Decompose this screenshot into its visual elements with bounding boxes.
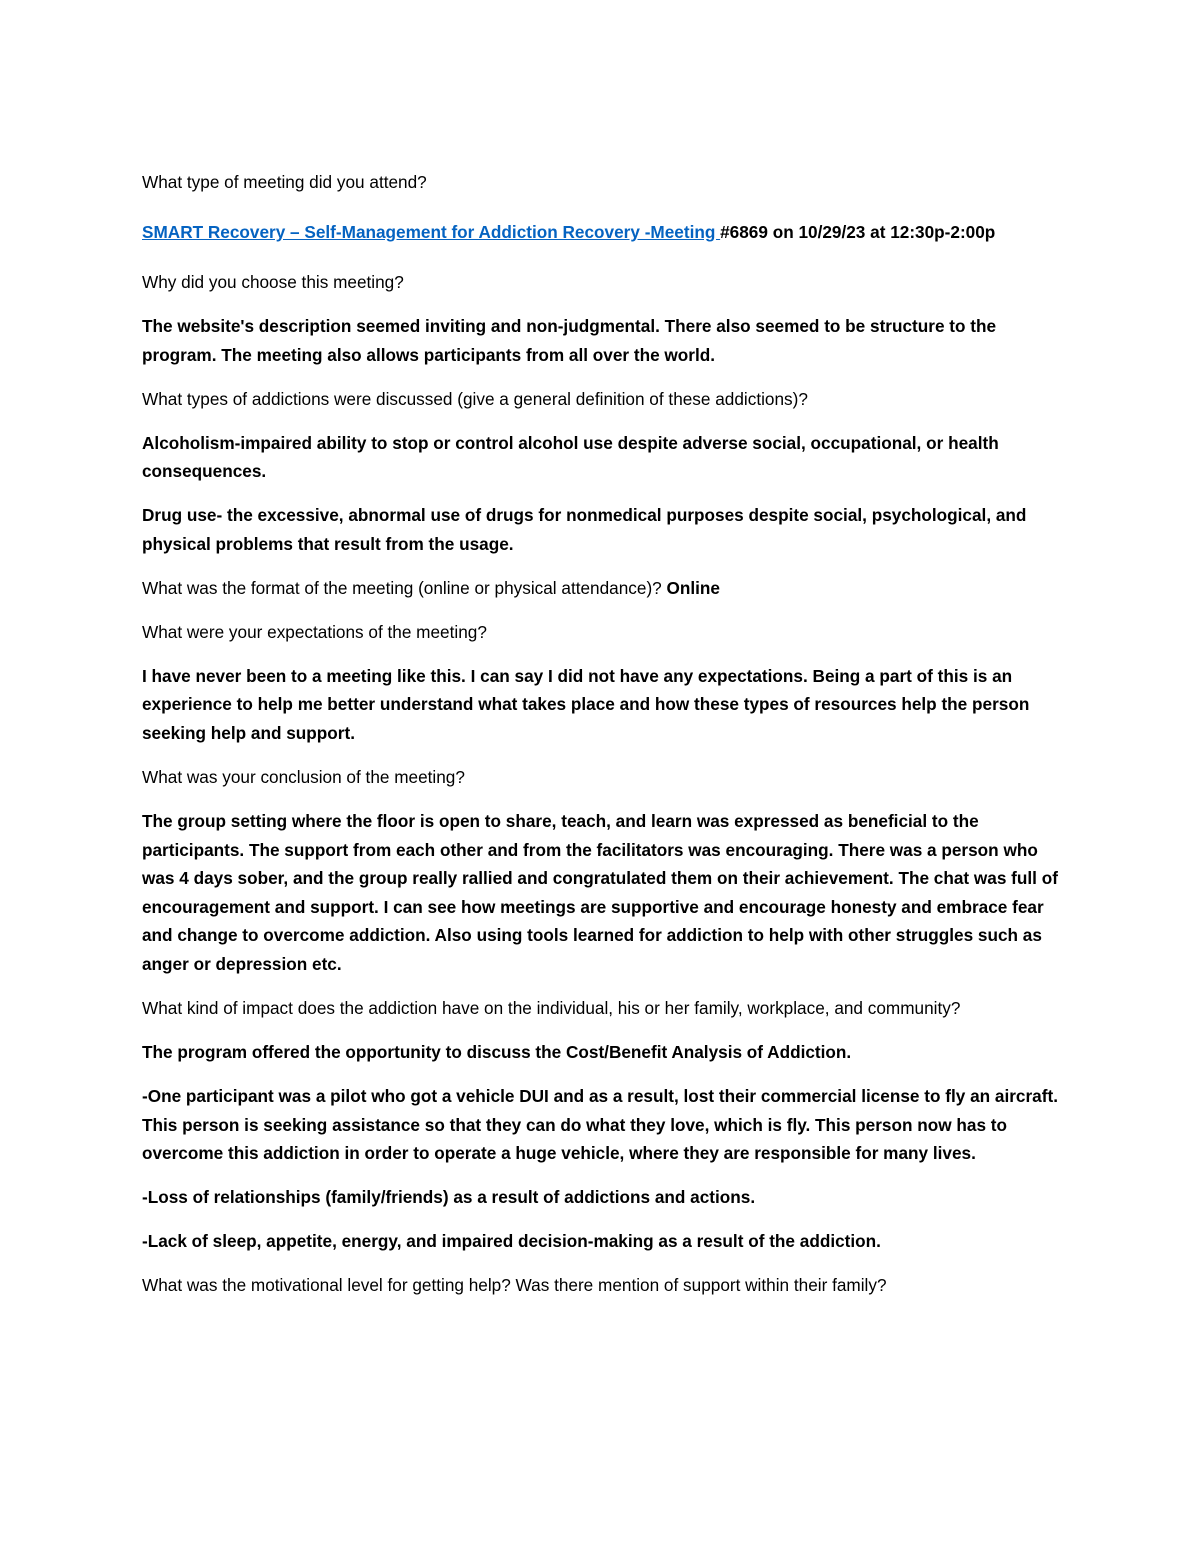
document-body bbox=[142, 168, 1060, 1315]
question-addiction-types: What types of addictions were discussed (give a general definition of these addictions)? bbox=[142, 388, 808, 409]
answer-meeting-type bbox=[142, 218, 1060, 247]
answer-drug-use: Drug use- the excessive, abnormal use of drugs for nonmedical purposes despite social, psychological, and physical problems that result from the usage. bbox=[142, 505, 1027, 554]
question-format: What was the format of the meeting (online or physical attendance)? bbox=[142, 577, 667, 598]
question-why-choose: Why did you choose this meeting? bbox=[142, 272, 404, 293]
answer-why-choose: The website's description seemed inviting and non-judgmental. There also seemed to be structure to the program. The meeting also allows participants from all over the world. bbox=[142, 316, 997, 365]
answer-impact-pilot: -One participant was a pilot who got a vehicle DUI and as a result, lost their commercial license to fly an aircraft. This person is seeking assistance so that they can do what they love, which is fly. This person now has to overcome this addiction in order to operate a huge vehicle, where they are responsible for many lives. bbox=[142, 1085, 1058, 1164]
answer-impact-relationships: -Loss of relationships (family/friends) as a result of addictions and actions. bbox=[142, 1187, 756, 1208]
question-meeting-type: What type of meeting did you attend? bbox=[142, 172, 427, 192]
answer-impact-sleep: -Lack of sleep, appetite, energy, and impaired decision-making as a result of the addiction. bbox=[142, 1231, 881, 1252]
question-expectations: What were your expectations of the meeting? bbox=[142, 621, 487, 642]
question-conclusion: What was your conclusion of the meeting? bbox=[142, 767, 465, 788]
answer-expectations: I have never been to a meeting like this. I can say I did not have any expectations. Being a part of this is an experience to help me better understand what takes place and how these types of resources help the person seeking help and support. bbox=[142, 665, 1030, 744]
answer-impact-intro: The program offered the opportunity to discuss the Cost/Benefit Analysis of Addiction. bbox=[142, 1041, 852, 1062]
answer-format: Online bbox=[666, 577, 720, 598]
question-format-line bbox=[142, 574, 1060, 603]
question-impact: What kind of impact does the addiction have on the individual, his or her family, workplace, and community? bbox=[142, 997, 961, 1018]
smart-recovery-meeting-link[interactable]: SMART Recovery – Self-Management for Addiction Recovery -Meeting bbox=[142, 221, 721, 242]
answer-alcoholism: Alcoholism-impaired ability to stop or control alcohol use despite adverse social, occupational, or health consequences. bbox=[142, 432, 999, 482]
meeting-details: #6869 on 10/29/23 at 12:30p-2:00p bbox=[720, 221, 996, 242]
answer-conclusion: The group setting where the floor is open to share, teach, and learn was expressed as beneficial to the participants. The support from each other and from the facilitators was encouraging. There was a person who was 4 days sober, and the group really rallied and congratulated them on their achievement. The chat was full of encouragement and support. I can see how meetings are supportive and encourage honesty and embrace fear and change to overcome addiction. Also using tools learned for addiction to help with other struggles such as anger or depression etc. bbox=[142, 811, 1058, 974]
question-motivation: What was the motivational level for getting help? Was there mention of support within their family? bbox=[142, 1275, 887, 1296]
